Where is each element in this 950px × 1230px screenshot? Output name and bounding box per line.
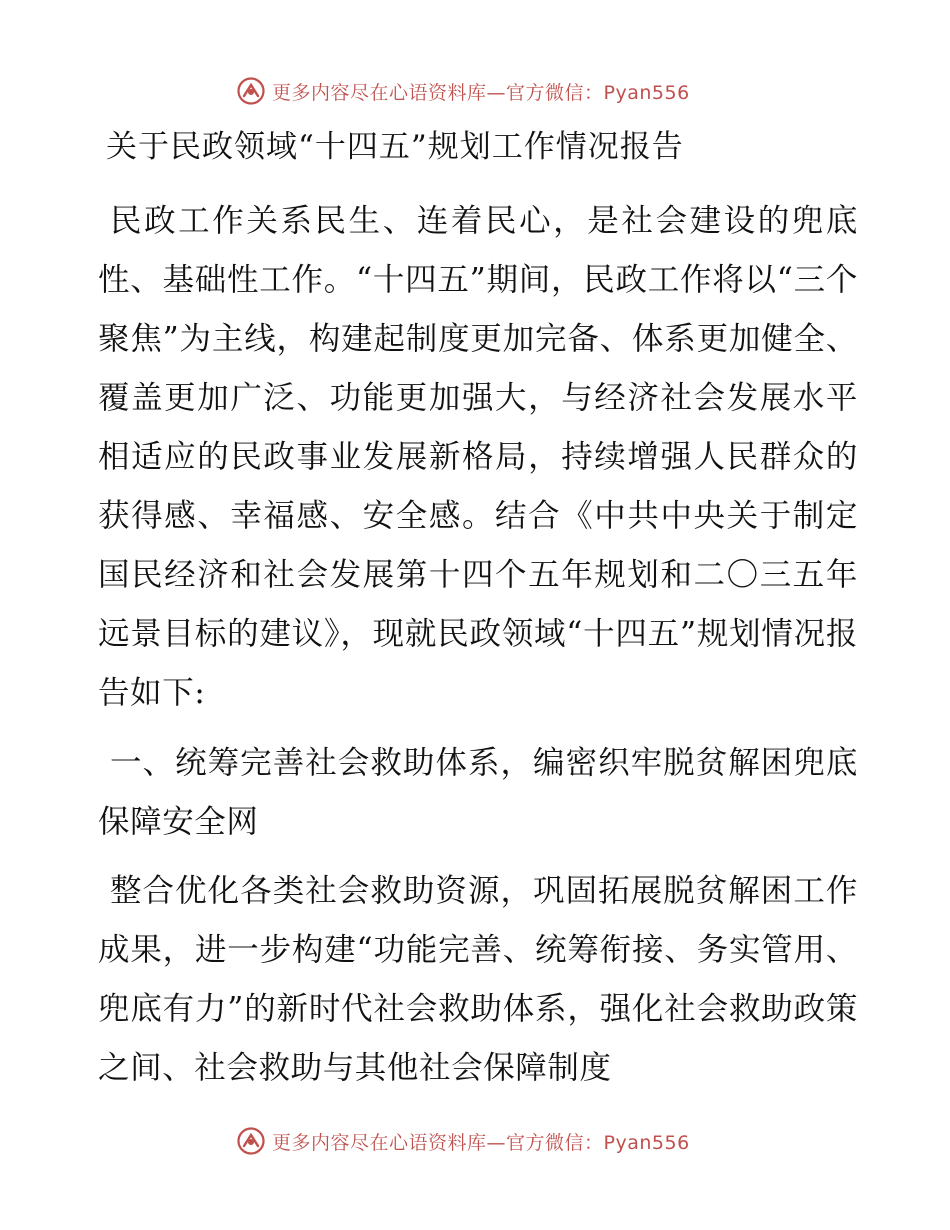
- document-title: 关于民政领域“十四五”规划工作情况报告: [106, 129, 684, 165]
- section-heading-1: 一、统筹完善社会救助体系，编密织牢脱贫解困兜底保障安全网: [98, 745, 858, 840]
- seal-logo-icon: [236, 1126, 266, 1156]
- watermark-header: [236, 74, 690, 108]
- watermark-footer: [236, 1124, 690, 1158]
- watermark-text: 更多内容尽在心语资料库—官方微信：Pyan556: [272, 1131, 690, 1154]
- watermark-text: 更多内容尽在心语资料库—官方微信：Pyan556: [272, 81, 690, 104]
- intro-paragraph: 民政工作关系民生、连着民心，是社会建设的兜底性、基础性工作。“十四五”期间，民政工作将以“三个聚焦”为主线，构建起制度更加完备、体系更加健全、覆盖更加广泛、功能更加强大，与经济社会发展水平相适应的民政事业发展新格局，持续增强人民群众的获得感、幸福感、安全感。结合《中共中央关于制定国民经济和社会发展第十四个五年规划和二〇三五年远景目标的建议》，现就民政领域“十四五”规划情况报告如下:: [98, 203, 858, 711]
- section-1-paragraph: 整合优化各类社会救助资源，巩固拓展脱贫解困工作成果，进一步构建“功能完善、统筹衔接、务实管用、兜底有力”的新时代社会救助体系，强化社会救助政策之间、社会救助与其他社会保障制度: [98, 873, 858, 1086]
- seal-logo-icon: [236, 76, 266, 106]
